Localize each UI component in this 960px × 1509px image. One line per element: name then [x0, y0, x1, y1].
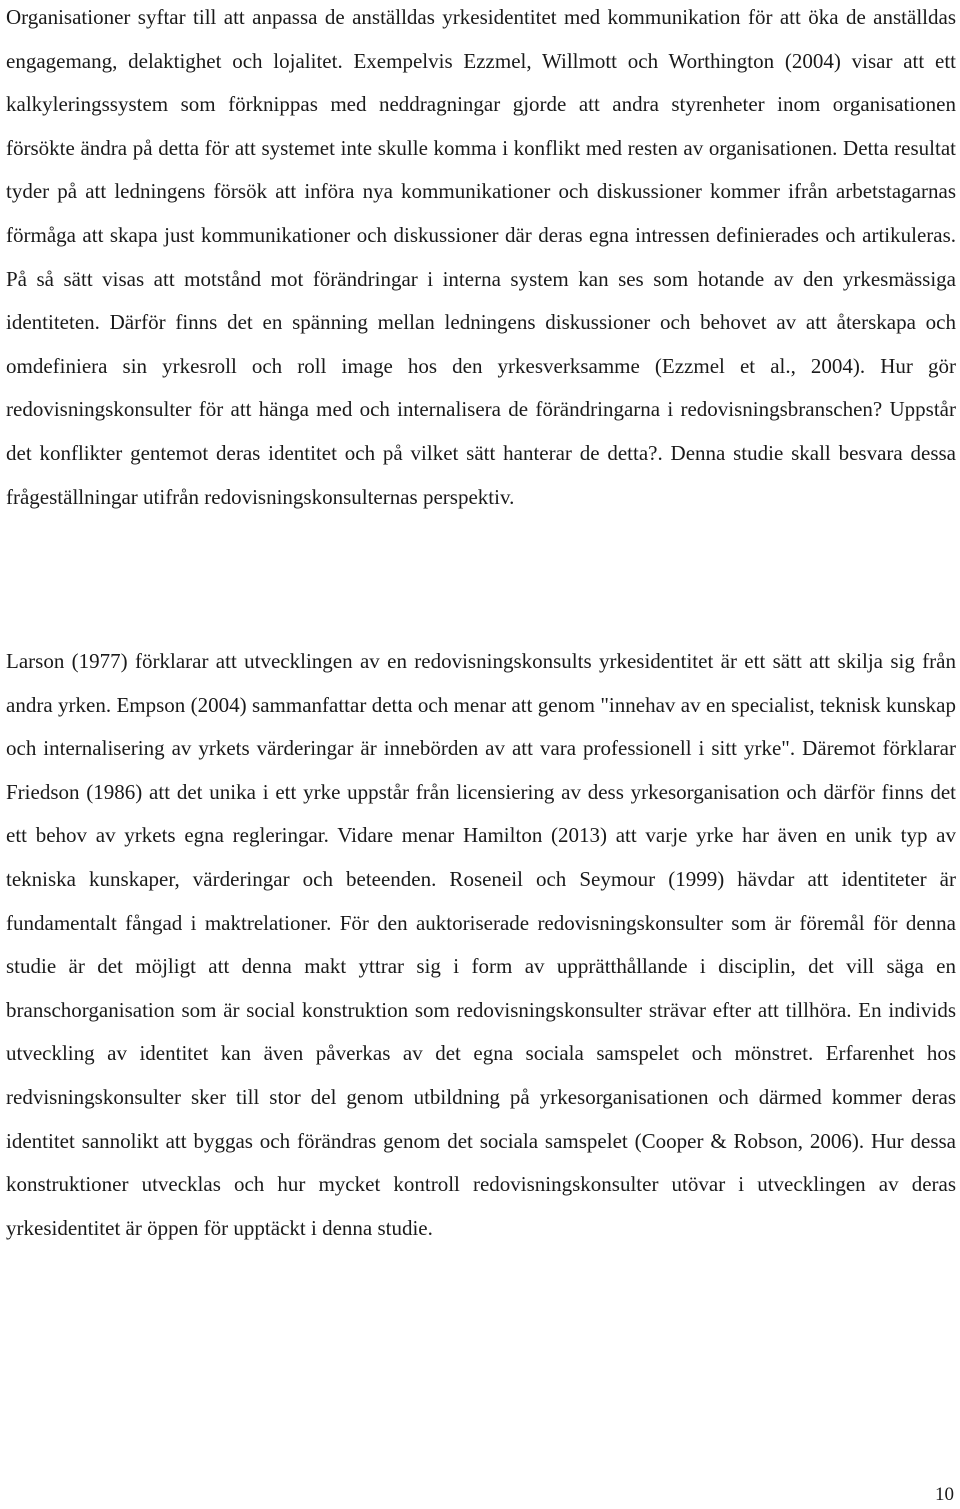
body-paragraph-1: Organisationer syftar till att anpassa de anställdas yrkesidentitet med kommunikation för att öka de anställdas engagemang, delaktighet och lojalitet. Exempelvis Ezzmel, Willmott och Worthington (2004) visar att ett kalkyleringssystem som förknippas med neddragningar gjorde att andra styrenheter inom organisationen försökte ändra på detta för att systemet inte skulle komma i konflikt med resten av organisationen. Detta resultat tyder på att ledningens försök att införa nya kommunikationer och diskussioner kommer ifrån arbetstagarnas förmåga att skapa just kommunikationer och diskussioner där deras egna intressen definierades och artikuleras. På så sätt visas att motstånd mot förändringar i interna system kan ses som hotande av den yrkesmässiga identiteten. Därför finns det en spänning mellan ledningens diskussioner och behovet av att återskapa och omdefiniera sin yrkesroll och roll image hos den yrkesverksamme (Ezzmel et al., 2004). Hur gör redovisningskonsulter för att hänga med och internalisera de förändringarna i redovisningsbranschen? Uppstår det konflikter gentemot deras identitet och på vilket sätt hanterar de detta?. Denna studie skall besvara dessa frågeställningar utifrån redovisningskonsulternas perspektiv.: [6, 5, 956, 509]
body-paragraph-2: Larson (1977) förklarar att utvecklingen av en redovisningskonsults yrkesidentitet är ett sätt att skilja sig från andra yrken. Empson (2004) sammanfattar detta och menar att genom "innehav av en specialist, teknisk kunskap och internalisering av yrkets värderingar är innebörden av att vara professionell i sitt yrke". Däremot förklarar Friedson (1986) att det unika i ett yrke uppstår från licensiering av dess yrkesorganisation och därför finns det ett behov av yrkets egna regleringar. Vidare menar Hamilton (2013) att varje yrke har även en unik typ av tekniska kunskaper, värderingar och beteenden. Roseneil och Seymour (1999) hävdar att identiteter är fundamentalt fångad i maktrelationer. För den auktoriserade redovisningskonsulter som är föremål för denna studie är det möjligt att denna makt yttrar sig i form av upprätthållande i disciplin, det vill säga en branschorganisation som är social konstruktion som redovisningskonsulter strävar efter att tillhöra. En individs utveckling av identitet kan även påverkas av det egna sociala samspelet och mönstret. Erfarenhet hos redvisningskonsulter sker till stor del genom utbildning på yrkesorganisationen och därmed kommer deras identitet sannolikt att byggas och förändras genom det sociala samspelet (Cooper & Robson, 2006). Hur dessa konstruktioner utvecklas och hur mycket kontroll redovisningskonsulter utövar i utvecklingen av deras yrkesidentitet är öppen för upptäckt i denna studie.: [6, 649, 956, 1240]
page-number: 10: [935, 1484, 954, 1505]
